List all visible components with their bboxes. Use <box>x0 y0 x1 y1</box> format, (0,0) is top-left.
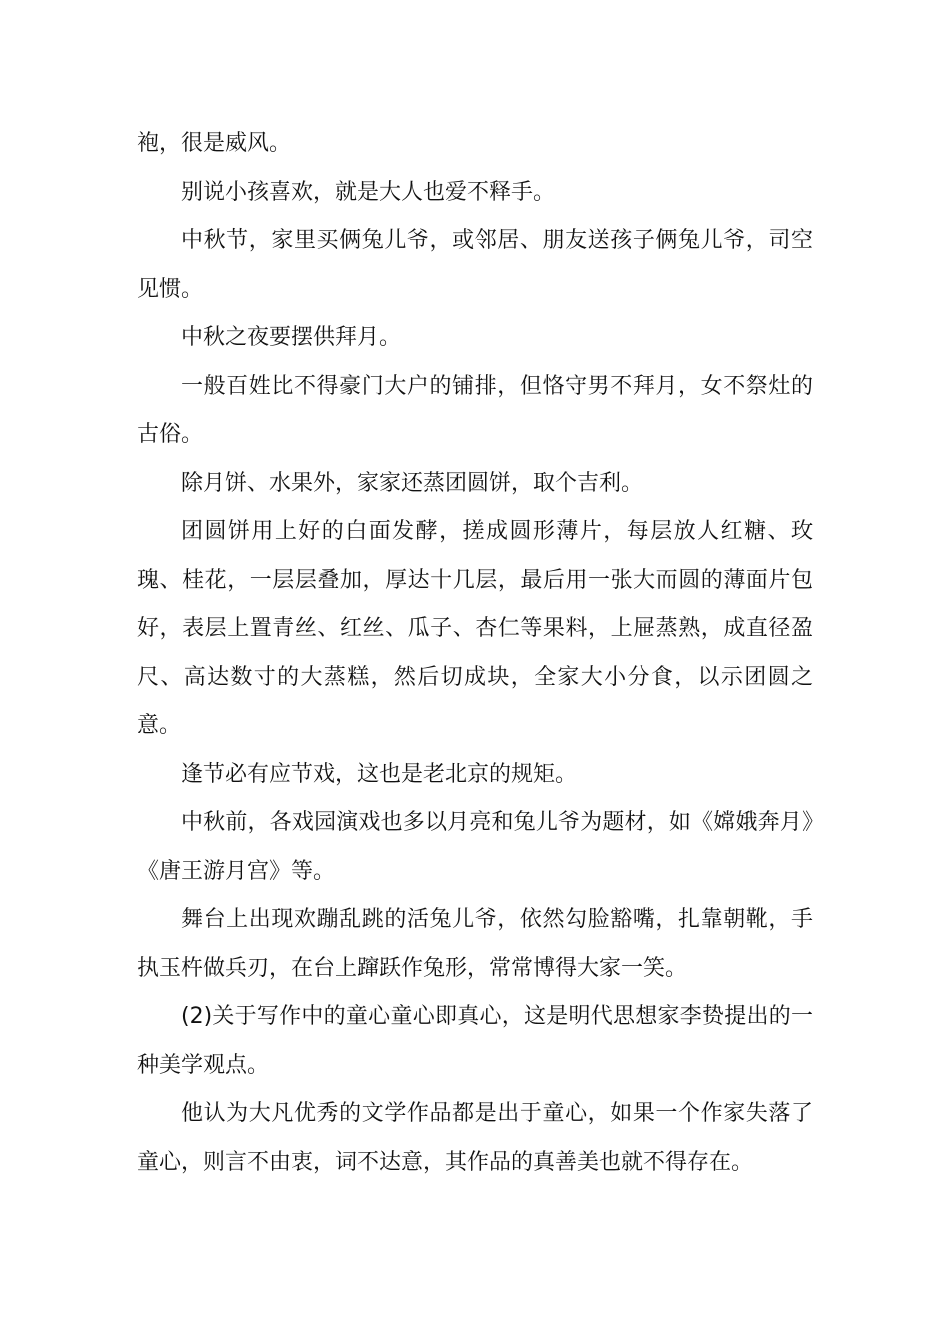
paragraph: 别说小孩喜欢，就是大人也爱不释手。 <box>181 179 556 205</box>
paragraph: 逢节必有应节戏，这也是老北京的规矩。 <box>181 761 578 787</box>
paragraph: 一般百姓比不得豪门大户的铺排，但恪守男不拜月，女不祭灶的古俗。 <box>137 373 813 447</box>
paragraph: 舞台上出现欢蹦乱跳的活兔儿爷，依然勾脸豁嘴，扎靠朝靴，手执玉杵做兵刃，在台上蹿跃作兔形，常常博得大家一笑。 <box>137 907 813 981</box>
paragraph: 中秋前，各戏园演戏也多以月亮和兔儿爷为题材，如《嫦娥奔月》《唐王游月宫》等。 <box>137 810 813 884</box>
paragraph: 中秋节，家里买俩兔儿爷，或邻居、朋友送孩子俩兔儿爷，司空见惯。 <box>137 228 813 302</box>
paragraph: 中秋之夜要摆供拜月。 <box>181 325 402 350</box>
paragraph: (2)关于写作中的童心童心即真心，这是明代思想家李贽提出的一种美学观点。 <box>137 1004 813 1078</box>
paragraph: 他认为大凡优秀的文学作品都是出于童心，如果一个作家失落了童心，则言不由衷，词不达意，其作品的真善美也就不得存在。 <box>137 1101 813 1175</box>
paragraph: 团圆饼用上好的白面发酵，搓成圆形薄片，每层放人红糖、玫瑰、桂花，一层层叠加，厚达十几层，最后用一张大而圆的薄面片包好，表层上置青丝、红丝、瓜子、杏仁等果料，上屉蒸熟，成直径盈尺、高达数寸的大蒸糕，然后切成块，全家大小分食，以示团圆之意。 <box>137 519 813 738</box>
paragraph: 除月饼、水果外，家家还蒸团圆饼，取个吉利。 <box>181 470 644 496</box>
document-body <box>137 120 813 1187</box>
paragraph-continuation: 袍，很是威风。 <box>137 131 292 156</box>
